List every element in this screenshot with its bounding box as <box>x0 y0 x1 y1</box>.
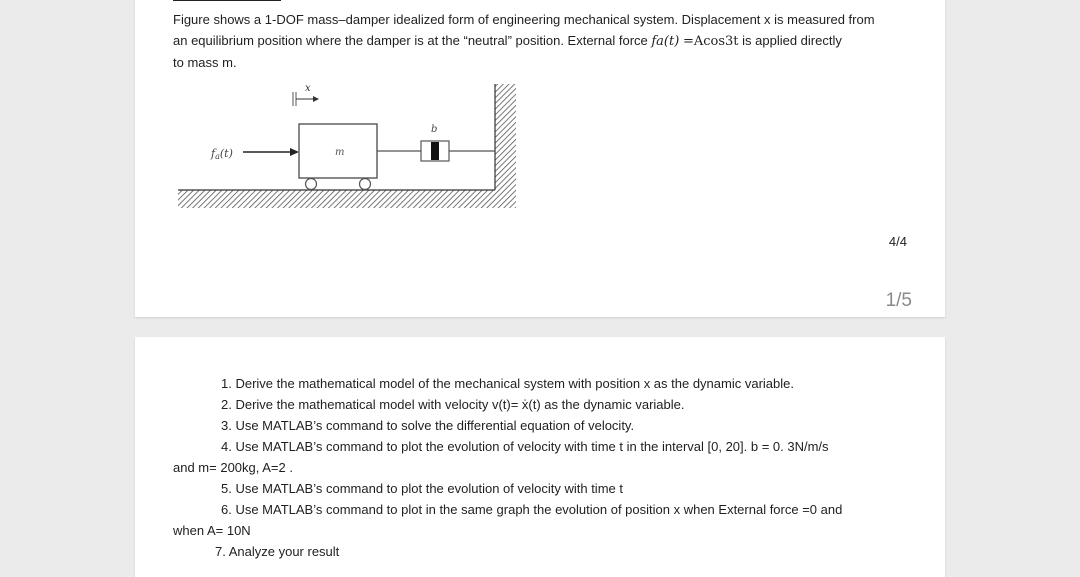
wheel-right <box>360 179 371 190</box>
question-3: 3. Use MATLAB’s command to solve the differential equation of velocity. <box>221 418 635 433</box>
problem-line-2-text: an equilibrium position where the damper is at the “neutral” position. External force <box>173 33 648 48</box>
question-4-continued: and m= 200kg, A=2 . <box>173 460 293 475</box>
question-1: 1. Derive the mathematical model of the mechanical system with position x as the dynamic variable. <box>221 376 794 391</box>
problem-line-2 <box>173 30 913 52</box>
document-page-card <box>135 0 945 317</box>
question-4: 4. Use MATLAB’s command to plot the evolution of velocity with time t in the interval [0, 20]. b = 0. 3N/m/s <box>221 439 829 454</box>
damper-label: b <box>431 124 438 135</box>
x-arrow-head <box>313 96 319 102</box>
question-7: 7. Analyze your result <box>215 544 340 559</box>
force-label <box>210 147 233 161</box>
ground-hatch <box>178 190 516 208</box>
outer-page-indicator: 1/5 <box>885 290 912 311</box>
wheel-left <box>306 179 317 190</box>
problem-line-1: Figure shows a 1-DOF mass–damper idealized form of engineering mechanical system. Displacement x is measured from <box>173 12 875 27</box>
question-2: 2. Derive the mathematical model with velocity v(t)= ẋ(t) as the dynamic variable. <box>221 397 685 412</box>
damper-piston <box>431 142 439 160</box>
mass-label: m <box>335 147 345 158</box>
question-6: 6. Use MATLAB’s command to plot in the same graph the evolution of position x when External force =0 and <box>221 502 843 517</box>
problem-line-3: to mass m. <box>173 55 237 70</box>
top-rule <box>173 0 281 1</box>
question-6-continued: when A= 10N <box>173 523 251 538</box>
force-label-sub: a <box>215 152 220 161</box>
question-5: 5. Use MATLAB’s command to plot the evolution of velocity with time t <box>221 481 623 496</box>
force-symbol: fa(t) <box>651 34 680 49</box>
force-expression: =Acos3t <box>682 34 739 49</box>
x-label: x <box>305 83 311 94</box>
questions-page-card <box>135 337 945 577</box>
force-label-f: f <box>211 147 216 160</box>
force-arrow-head <box>290 148 299 156</box>
wall-hatch <box>495 84 516 190</box>
problem-statement <box>173 9 913 73</box>
mass-damper-figure <box>173 80 518 210</box>
problem-line-2-end: is applied directly <box>742 33 842 48</box>
force-label-arg: (t) <box>219 147 233 160</box>
inner-page-indicator: 4/4 <box>888 234 907 249</box>
